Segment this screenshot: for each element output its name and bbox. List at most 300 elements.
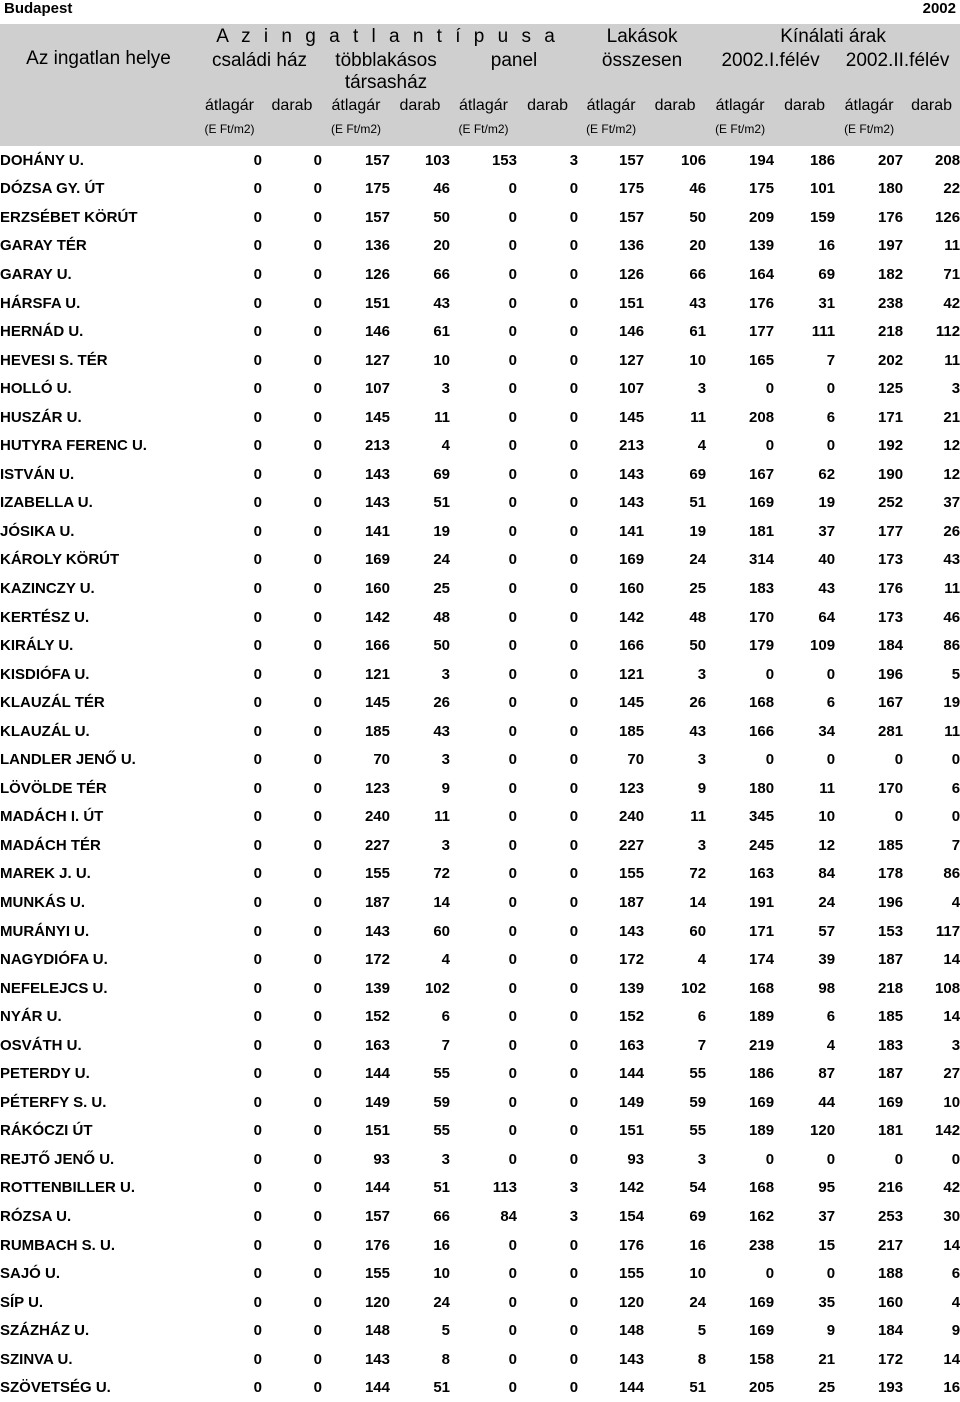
count-cell: 44 <box>818 1093 836 1111</box>
count-cell: 102 <box>424 979 450 997</box>
count-cell: 98 <box>818 979 836 997</box>
table-row <box>0 631 960 660</box>
avg-price-cell: 0 <box>253 922 262 940</box>
avg-price-cell: 0 <box>253 522 262 540</box>
avg-price-cell: 181 <box>878 1122 904 1140</box>
count-cell: 0 <box>313 1322 322 1340</box>
count-cell: 7 <box>826 351 836 369</box>
count-cell: 55 <box>689 1065 707 1083</box>
avg-price-cell: 141 <box>364 522 390 540</box>
avg-price-cell: 166 <box>364 637 390 655</box>
unit-label: (E Ft/m2) <box>586 122 637 136</box>
unit-label: (E Ft/m2) <box>204 122 255 136</box>
location-name: DOHÁNY U. <box>0 151 84 169</box>
avg-price-cell: 177 <box>749 323 775 341</box>
location-name: HERNÁD U. <box>0 323 84 341</box>
count-cell: 55 <box>433 1065 450 1083</box>
table-row <box>0 260 960 289</box>
count-cell: 117 <box>935 922 960 940</box>
avg-price-cell: 0 <box>253 151 262 169</box>
location-name: KISDIÓFA U. <box>0 665 90 683</box>
table-row <box>0 745 960 774</box>
avg-price-cell: 169 <box>364 551 390 569</box>
avg-price-cell: 144 <box>364 1379 390 1397</box>
count-cell: 0 <box>313 1350 322 1368</box>
location-name: ISTVÁN U. <box>0 465 75 483</box>
avg-price-cell: 0 <box>253 1350 262 1368</box>
property-type-header: A z i n g a t l a n t í p u s a <box>216 26 559 47</box>
count-cell: 4 <box>441 437 450 455</box>
location-name: KERTÉSZ U. <box>0 608 90 626</box>
count-cell: 43 <box>433 294 450 312</box>
count-cell: 0 <box>313 579 322 597</box>
count-cell: 8 <box>697 1350 707 1368</box>
avg-price-cell: 84 <box>500 1208 517 1225</box>
count-cell: 0 <box>569 494 579 512</box>
count-cell: 126 <box>935 208 960 226</box>
count-cell: 0 <box>313 1065 322 1083</box>
count-cell: 64 <box>818 608 836 626</box>
avg-price-cell: 167 <box>878 694 904 712</box>
avg-price-cell: 174 <box>749 951 775 969</box>
avg-price-cell: 314 <box>749 551 775 569</box>
avg-price-cell: 143 <box>364 494 390 512</box>
avg-price-cell: 176 <box>364 1236 390 1254</box>
count-cell: 69 <box>433 465 450 483</box>
location-name: RÓZSA U. <box>0 1208 72 1225</box>
unit-label: (E Ft/m2) <box>458 122 509 136</box>
avg-price-cell: 143 <box>364 1350 390 1368</box>
avg-price-cell: 185 <box>364 722 390 740</box>
count-cell: 51 <box>689 494 707 512</box>
table-row <box>0 1259 960 1288</box>
count-cell: 3 <box>441 1150 450 1168</box>
count-cell: 0 <box>313 1208 322 1225</box>
location-name: SZINVA U. <box>0 1350 73 1368</box>
avg-price-cell: 157 <box>619 151 645 169</box>
count-cell: 0 <box>313 951 322 969</box>
table-row <box>0 403 960 432</box>
count-cell: 51 <box>689 1379 707 1397</box>
avg-price-cell: 0 <box>508 836 517 854</box>
avg-price-cell: 218 <box>878 979 904 997</box>
avg-price-cell: 145 <box>619 694 645 712</box>
avg-price-cell: 175 <box>749 180 775 198</box>
avg-price-cell: 180 <box>878 180 904 198</box>
location-name: SZÁZHÁZ U. <box>0 1322 90 1340</box>
table-row <box>0 1031 960 1060</box>
table-row <box>0 774 960 803</box>
count-cell: 0 <box>569 893 579 911</box>
avg-price-cell: 143 <box>364 465 390 483</box>
avg-price-cell: 148 <box>619 1322 645 1340</box>
avg-price-cell: 149 <box>364 1093 390 1111</box>
count-cell: 0 <box>569 979 579 997</box>
table-row <box>0 317 960 346</box>
avg-price-cell: 281 <box>878 722 904 740</box>
count-cell: 0 <box>569 779 579 797</box>
avg-price-cell: 160 <box>364 579 390 597</box>
avg-price-cell: 136 <box>364 237 390 255</box>
count-cell: 59 <box>433 1093 450 1111</box>
count-cell: 0 <box>313 1036 322 1054</box>
count-cell: 54 <box>689 1179 707 1197</box>
count-cell: 40 <box>818 551 836 569</box>
count-cell: 0 <box>569 751 579 769</box>
count-cell: 37 <box>943 494 960 512</box>
count-cell: 3 <box>697 380 707 398</box>
avg-price-cell: 218 <box>878 323 904 341</box>
count-cell: 24 <box>818 893 836 911</box>
avg-price-cell: 167 <box>749 465 775 483</box>
avg-price-cell: 172 <box>364 951 390 969</box>
count-cell: 0 <box>826 751 836 769</box>
count-cell: 101 <box>810 180 836 198</box>
avg-price-cell: 0 <box>508 437 517 455</box>
count-cell: 10 <box>943 1093 960 1111</box>
count-cell: 14 <box>433 893 450 911</box>
avg-price-cell: 113 <box>492 1179 517 1197</box>
avg-price-cell: 0 <box>508 1322 517 1340</box>
avg-price-cell: 181 <box>749 522 775 540</box>
half-year-1-header: 2002.I.félév <box>721 50 820 71</box>
avg-price-cell: 146 <box>364 323 390 341</box>
table-body <box>0 146 960 1402</box>
count-cell: 0 <box>826 437 836 455</box>
count-cell: 0 <box>313 1179 322 1197</box>
avg-price-cell: 197 <box>878 237 904 255</box>
count-cell: 0 <box>313 408 322 426</box>
count-cell: 62 <box>818 465 836 483</box>
count-cell: 0 <box>569 351 579 369</box>
avg-price-cell: 125 <box>878 380 904 398</box>
table-row <box>0 1088 960 1117</box>
avg-price-cell: 164 <box>749 265 775 283</box>
table-row <box>0 517 960 546</box>
avg-price-cell: 0 <box>894 751 904 769</box>
half-year-2-header: 2002.II.félév <box>845 50 950 71</box>
count-cell: 0 <box>569 1093 579 1111</box>
avg-price-cell: 182 <box>878 265 904 283</box>
count-cell: 19 <box>433 522 450 540</box>
location-name: LÖVÖLDE TÉR <box>0 779 107 797</box>
count-cell: 0 <box>313 1093 322 1111</box>
count-cell: 0 <box>569 1008 579 1026</box>
avg-price-cell: 149 <box>619 1093 645 1111</box>
avg-price-cell: 0 <box>894 808 904 826</box>
table-row <box>0 1145 960 1174</box>
avg-price-cell: 187 <box>364 893 390 911</box>
count-cell: 0 <box>951 808 960 826</box>
avg-price-cell: 190 <box>878 465 904 483</box>
count-cell: 7 <box>951 836 960 854</box>
total-header: Lakások <box>606 26 678 47</box>
count-cell: 3 <box>569 151 579 169</box>
count-cell: 0 <box>313 265 322 283</box>
avg-price-cell: 0 <box>508 294 517 312</box>
avg-price-cell: 0 <box>253 551 262 569</box>
count-cell: 3 <box>697 751 707 769</box>
count-cell: 51 <box>433 1379 450 1397</box>
table-row <box>0 489 960 518</box>
count-cell: 0 <box>569 865 579 883</box>
count-cell: 112 <box>935 323 960 341</box>
count-cell: 3 <box>951 1036 960 1054</box>
avg-price-cell: 168 <box>749 1179 775 1197</box>
count-cell: 0 <box>569 694 579 712</box>
count-cell: 84 <box>818 865 836 883</box>
count-cell: 3 <box>569 1179 579 1197</box>
count-cell: 0 <box>313 465 322 483</box>
avg-price-cell: 0 <box>253 1179 262 1197</box>
count-cell: 24 <box>433 551 450 569</box>
avg-price-cell: 0 <box>508 722 517 740</box>
avg-price-cell: 0 <box>253 1036 262 1054</box>
count-cell: 11 <box>944 579 960 597</box>
location-name: NYÁR U. <box>0 1008 62 1026</box>
avg-price-cell: 0 <box>765 1150 775 1168</box>
avg-price-cell: 0 <box>253 1093 262 1111</box>
count-cell: 19 <box>943 694 960 712</box>
count-cell: 9 <box>697 779 707 797</box>
count-cell: 30 <box>943 1208 960 1225</box>
avg-price-cell: 0 <box>508 1122 517 1140</box>
count-cell: 51 <box>433 494 450 512</box>
count-cell: 0 <box>951 751 960 769</box>
avg-price-cell: 151 <box>619 1122 645 1140</box>
avg-price-cell: 141 <box>619 522 645 540</box>
count-cell: 12 <box>818 836 836 854</box>
avg-price-cell: 0 <box>508 608 517 626</box>
avg-price-cell: 0 <box>508 1379 517 1397</box>
count-cell: 16 <box>433 1236 450 1254</box>
count-cell: 0 <box>569 1065 579 1083</box>
count-cell: 24 <box>433 1293 450 1311</box>
count-header: darab <box>399 97 441 114</box>
avg-price-cell: 0 <box>894 1150 904 1168</box>
count-cell: 25 <box>433 579 450 597</box>
count-cell: 3 <box>951 380 960 398</box>
avg-price-cell: 142 <box>619 608 645 626</box>
avg-price-cell: 157 <box>364 1208 390 1225</box>
avg-price-cell: 187 <box>878 951 904 969</box>
avg-price-cell: 183 <box>878 1036 904 1054</box>
avg-price-cell: 185 <box>619 722 645 740</box>
avg-price-cell: 194 <box>749 151 775 169</box>
count-cell: 37 <box>818 1208 836 1225</box>
location-name: MADÁCH TÉR <box>0 836 101 854</box>
location-name: ERZSÉBET KÖRÚT <box>0 208 138 226</box>
avg-price-cell: 173 <box>878 608 904 626</box>
count-cell: 102 <box>681 979 707 997</box>
count-cell: 0 <box>569 408 579 426</box>
table-row <box>0 1117 960 1146</box>
avg-price-cell: 0 <box>508 522 517 540</box>
count-cell: 109 <box>810 637 836 655</box>
count-cell: 0 <box>313 208 322 226</box>
count-cell: 19 <box>689 522 707 540</box>
count-cell: 6 <box>826 694 836 712</box>
count-cell: 0 <box>569 922 579 940</box>
avg-price-cell: 0 <box>508 465 517 483</box>
location-name: GARAY TÉR <box>0 237 87 255</box>
count-cell: 11 <box>434 408 450 426</box>
avg-price-cell: 216 <box>878 1179 904 1197</box>
avg-price-header: átlagár <box>205 97 254 114</box>
count-cell: 0 <box>313 665 322 683</box>
avg-price-cell: 163 <box>364 1036 390 1054</box>
count-cell: 0 <box>569 1265 579 1283</box>
avg-price-cell: 166 <box>619 637 645 655</box>
count-cell: 6 <box>826 408 836 426</box>
avg-price-cell: 252 <box>878 494 904 512</box>
count-cell: 66 <box>433 1208 450 1225</box>
location-name: HOLLÓ U. <box>0 380 72 398</box>
header-row-type <box>0 24 960 50</box>
count-cell: 0 <box>826 665 836 683</box>
count-cell: 3 <box>441 665 450 683</box>
count-cell: 72 <box>433 865 450 883</box>
avg-price-cell: 0 <box>253 1208 262 1225</box>
city-title: Budapest <box>4 0 73 17</box>
location-name: HÁRSFA U. <box>0 294 81 312</box>
count-cell: 11 <box>434 808 450 826</box>
avg-price-cell: 155 <box>619 865 645 883</box>
avg-price-cell: 0 <box>508 380 517 398</box>
avg-price-cell: 152 <box>364 1008 390 1026</box>
avg-price-cell: 0 <box>508 551 517 569</box>
count-cell: 66 <box>689 265 707 283</box>
year-label: 2002 <box>922 0 956 17</box>
avg-price-cell: 219 <box>749 1036 775 1054</box>
count-cell: 0 <box>313 779 322 797</box>
avg-price-cell: 0 <box>253 1065 262 1083</box>
location-name: IZABELLA U. <box>0 494 93 512</box>
count-cell: 0 <box>313 922 322 940</box>
avg-price-cell: 127 <box>364 351 390 369</box>
count-cell: 0 <box>569 1322 579 1340</box>
avg-price-cell: 93 <box>373 1150 390 1168</box>
location-name: LANDLER JENŐ U. <box>0 751 136 769</box>
count-cell: 0 <box>313 893 322 911</box>
avg-price-cell: 0 <box>253 265 262 283</box>
count-cell: 3 <box>569 1208 579 1225</box>
count-cell: 3 <box>441 836 450 854</box>
panel-header: panel <box>490 50 538 71</box>
count-cell: 0 <box>569 237 579 255</box>
location-name: RÁKÓCZI ÚT <box>0 1122 93 1140</box>
avg-price-cell: 70 <box>627 751 645 769</box>
avg-price-cell: 139 <box>619 979 645 997</box>
avg-price-cell: 0 <box>253 437 262 455</box>
avg-price-cell: 0 <box>253 979 262 997</box>
count-cell: 0 <box>313 494 322 512</box>
avg-price-cell: 0 <box>508 808 517 826</box>
count-cell: 5 <box>951 665 960 683</box>
table-row <box>0 546 960 575</box>
count-cell: 5 <box>441 1322 450 1340</box>
count-cell: 14 <box>943 1008 960 1026</box>
table-row <box>0 717 960 746</box>
count-cell: 12 <box>943 465 960 483</box>
avg-price-cell: 187 <box>619 893 645 911</box>
location-name: KAZINCZY U. <box>0 579 95 597</box>
avg-price-cell: 0 <box>253 1322 262 1340</box>
count-cell: 0 <box>313 979 322 997</box>
count-cell: 0 <box>313 380 322 398</box>
avg-price-cell: 0 <box>508 408 517 426</box>
table-row <box>0 374 960 403</box>
count-cell: 43 <box>943 551 960 569</box>
avg-price-cell: 189 <box>749 1122 775 1140</box>
count-cell: 4 <box>951 893 960 911</box>
avg-price-cell: 186 <box>749 1065 775 1083</box>
avg-price-cell: 0 <box>508 893 517 911</box>
count-cell: 69 <box>818 265 836 283</box>
count-cell: 4 <box>951 1293 960 1311</box>
avg-price-cell: 184 <box>878 1322 904 1340</box>
location-name: MUNKÁS U. <box>0 893 85 911</box>
location-name: ROTTENBILLER U. <box>0 1179 135 1197</box>
count-cell: 25 <box>818 1379 836 1397</box>
count-cell: 4 <box>697 951 707 969</box>
count-cell: 103 <box>424 151 450 169</box>
count-cell: 9 <box>826 1322 836 1340</box>
avg-price-cell: 0 <box>253 180 262 198</box>
avg-price-cell: 121 <box>364 665 390 683</box>
avg-price-cell: 165 <box>749 351 775 369</box>
avg-price-cell: 143 <box>619 494 645 512</box>
count-cell: 10 <box>433 351 450 369</box>
condo-header: többlakásos <box>335 50 437 71</box>
location-header: Az ingatlan helye <box>26 48 171 69</box>
table-row <box>0 1345 960 1374</box>
avg-price-cell: 151 <box>364 294 390 312</box>
count-cell: 0 <box>313 151 322 169</box>
table-row <box>0 1231 960 1260</box>
count-cell: 69 <box>689 1208 707 1225</box>
avg-price-cell: 205 <box>749 1379 775 1397</box>
count-cell: 46 <box>433 180 450 198</box>
avg-price-cell: 153 <box>491 151 517 169</box>
count-header: darab <box>527 97 568 114</box>
avg-price-cell: 154 <box>619 1208 645 1225</box>
avg-price-cell: 152 <box>619 1008 645 1026</box>
count-cell: 0 <box>569 836 579 854</box>
avg-price-cell: 143 <box>364 922 390 940</box>
avg-price-cell: 0 <box>253 665 262 683</box>
count-cell: 0 <box>569 1379 579 1397</box>
table-row <box>0 803 960 832</box>
table-row <box>0 974 960 1003</box>
count-cell: 3 <box>697 836 707 854</box>
location-name: HEVESI S. TÉR <box>0 351 108 369</box>
unit-label: (E Ft/m2) <box>844 122 895 136</box>
count-cell: 208 <box>935 151 960 169</box>
count-header: darab <box>271 97 313 114</box>
avg-price-cell: 184 <box>878 637 904 655</box>
avg-price-cell: 0 <box>253 408 262 426</box>
location-name: NAGYDIÓFA U. <box>0 951 108 969</box>
count-cell: 108 <box>935 979 960 997</box>
avg-price-cell: 126 <box>619 265 645 283</box>
avg-price-cell: 151 <box>364 1122 390 1140</box>
avg-price-header: átlagár <box>459 97 508 114</box>
avg-price-cell: 126 <box>364 265 390 283</box>
count-cell: 142 <box>935 1122 960 1140</box>
avg-price-header: átlagár <box>331 97 381 114</box>
count-cell: 42 <box>943 1179 960 1197</box>
